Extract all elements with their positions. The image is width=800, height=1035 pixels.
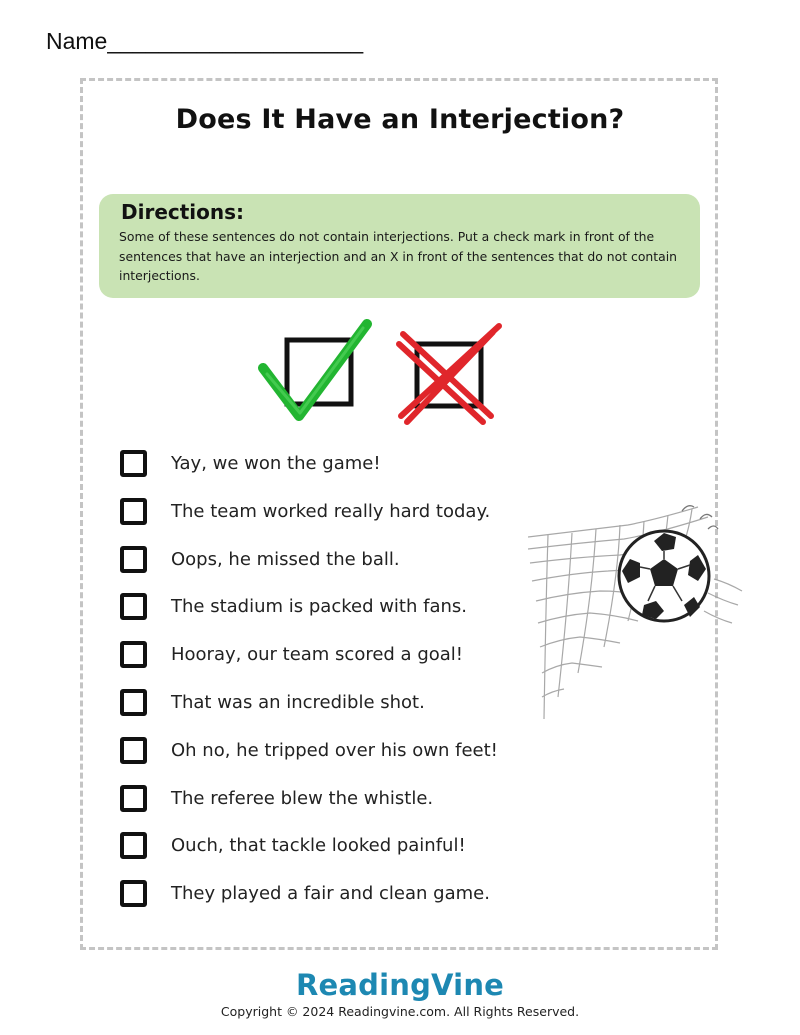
list-item — [118, 587, 558, 635]
worksheet-title: Does It Have an Interjection? — [175, 104, 625, 135]
answer-checkbox[interactable] — [120, 737, 147, 764]
directions-text: Some of these sentences do not contain interjections. Put a check mark in front of the sentences that have an interjection and an X in front of the sentences that do not contain interjections. — [119, 229, 678, 283]
sentence-text: The referee blew the whistle. — [171, 787, 434, 809]
answer-checkbox[interactable] — [120, 546, 147, 573]
answer-checkbox[interactable] — [120, 832, 147, 859]
list-item — [118, 874, 558, 922]
list-item — [118, 731, 558, 779]
list-item — [118, 779, 558, 827]
name-field-label: Name____________________ — [46, 28, 364, 54]
soccer-ball-icon — [619, 531, 709, 621]
goal-net-icon — [528, 507, 742, 719]
list-item — [118, 635, 558, 683]
answer-checkbox[interactable] — [120, 785, 147, 812]
motion-lines — [682, 506, 718, 529]
answer-checkbox[interactable] — [120, 593, 147, 620]
list-item — [118, 683, 558, 731]
list-item — [118, 540, 558, 588]
soccer-ball-net-illustration — [528, 497, 750, 729]
answer-checkbox[interactable] — [120, 689, 147, 716]
answer-checkbox[interactable] — [120, 498, 147, 525]
sentence-text: Hooray, our team scored a goal! — [171, 644, 463, 666]
list-item — [118, 444, 558, 492]
example-marks — [255, 318, 515, 428]
sentence-text: The team worked really hard today. — [171, 500, 491, 522]
answer-checkbox[interactable] — [120, 641, 147, 668]
readingvine-logo: ReadingVine — [295, 968, 505, 1002]
answer-checkbox[interactable] — [120, 450, 147, 477]
answer-checkbox[interactable] — [120, 880, 147, 907]
sentence-text: Ouch, that tackle looked painful! — [171, 835, 466, 857]
copyright-text: Copyright © 2024 Readingvine.com. All Rights Reserved. — [220, 1004, 580, 1019]
x-box-icon — [399, 326, 499, 422]
directions-heading: Directions: — [121, 200, 245, 224]
sentence-text: The stadium is packed with fans. — [171, 596, 467, 618]
sentence-text: Oh no, he tripped over his own feet! — [171, 739, 498, 761]
sentence-text: Oops, he missed the ball. — [171, 548, 400, 570]
sentence-list — [118, 444, 558, 922]
list-item — [118, 826, 558, 874]
sentence-text: That was an incredible shot. — [171, 691, 425, 713]
sentence-text: Yay, we won the game! — [171, 453, 381, 474]
checked-box-icon — [263, 324, 367, 416]
directions-panel — [99, 194, 700, 298]
list-item — [118, 492, 558, 540]
sentence-text: They played a fair and clean game. — [171, 883, 490, 905]
